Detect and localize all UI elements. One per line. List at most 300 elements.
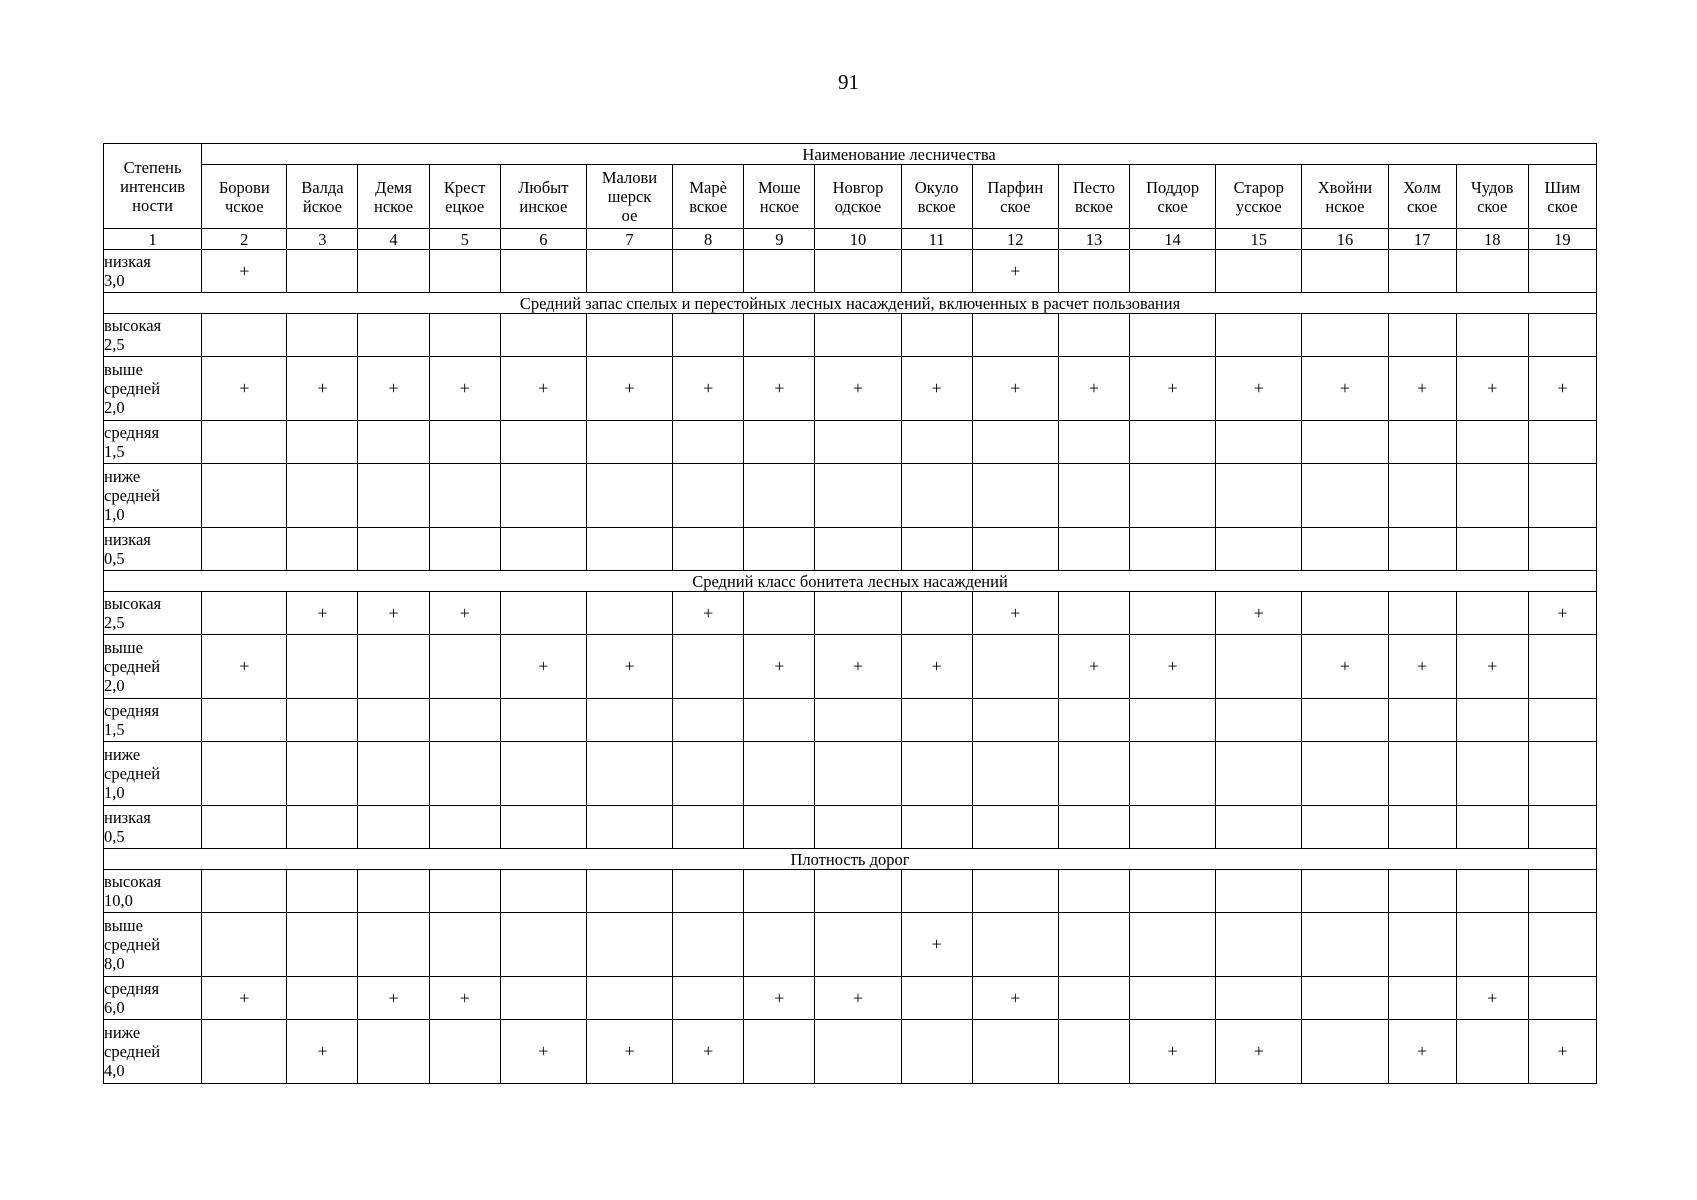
empty-cell [673, 870, 744, 913]
text-line: нское [374, 196, 414, 216]
empty-cell [1456, 699, 1528, 742]
text-line: одское [834, 196, 882, 216]
empty-cell [1130, 421, 1216, 464]
forestry-name [358, 165, 429, 229]
section-title: Средний класс бонитета лесных насаждений [104, 571, 1597, 592]
empty-cell [358, 806, 429, 849]
empty-cell [287, 250, 358, 293]
text-line: инское [519, 196, 568, 216]
plus-mark: + [1130, 357, 1216, 421]
column-number: 7 [586, 229, 672, 250]
table-row [104, 250, 1597, 293]
empty-cell [815, 528, 901, 571]
text-line: Крест [443, 177, 486, 197]
empty-cell [1058, 1020, 1129, 1084]
forestry-name [1456, 165, 1528, 229]
empty-cell [586, 464, 672, 528]
plus-mark: + [1302, 357, 1388, 421]
empty-cell [901, 806, 972, 849]
empty-cell [1528, 250, 1596, 293]
empty-cell [429, 806, 500, 849]
empty-cell [202, 1020, 287, 1084]
forestry-name [1058, 165, 1129, 229]
empty-cell [429, 528, 500, 571]
empty-cell [744, 870, 815, 913]
empty-cell [500, 806, 586, 849]
empty-cell [287, 464, 358, 528]
text-line: вское [689, 196, 728, 216]
empty-cell [287, 421, 358, 464]
empty-cell [586, 806, 672, 849]
text-line: 0,5 [104, 827, 125, 846]
text-line: 2,0 [104, 676, 125, 695]
plus-mark: + [1216, 1020, 1302, 1084]
intensity-label [104, 592, 202, 635]
empty-cell [972, 870, 1058, 913]
empty-cell [901, 464, 972, 528]
empty-cell [673, 699, 744, 742]
empty-cell [1528, 635, 1596, 699]
empty-cell [673, 528, 744, 571]
text-line: средняя [104, 979, 160, 998]
text-line: Старор [1233, 177, 1284, 197]
text-line: нское [1325, 196, 1365, 216]
intensity-label [104, 314, 202, 357]
forestry-name [1388, 165, 1456, 229]
table-row [104, 977, 1597, 1020]
empty-cell [815, 870, 901, 913]
empty-cell [673, 806, 744, 849]
empty-cell [1058, 250, 1129, 293]
table-row [104, 357, 1597, 421]
column-number: 19 [1528, 229, 1596, 250]
intensity-label [104, 250, 202, 293]
empty-cell [1388, 592, 1456, 635]
text-line: ское [1406, 196, 1438, 216]
empty-cell [1388, 421, 1456, 464]
plus-mark: + [972, 250, 1058, 293]
empty-cell [815, 421, 901, 464]
empty-cell [1456, 742, 1528, 806]
empty-cell [972, 464, 1058, 528]
plus-mark: + [1528, 592, 1596, 635]
text-line: Новгор [832, 177, 884, 197]
forestry-name [1528, 165, 1596, 229]
text-line: выше [104, 916, 143, 935]
empty-cell [815, 592, 901, 635]
plus-mark: + [287, 1020, 358, 1084]
plus-mark: + [202, 250, 287, 293]
empty-cell [358, 250, 429, 293]
column-number: 1 [104, 229, 202, 250]
text-line: Хвойни [1317, 177, 1373, 197]
empty-cell [673, 913, 744, 977]
empty-cell [287, 528, 358, 571]
text-line: Моше [758, 177, 801, 197]
intensity-label [104, 913, 202, 977]
empty-cell [673, 421, 744, 464]
empty-cell [1302, 699, 1388, 742]
empty-cell [1456, 913, 1528, 977]
empty-cell [586, 977, 672, 1020]
empty-cell [287, 314, 358, 357]
forestry-name [673, 165, 744, 229]
plus-mark: + [972, 592, 1058, 635]
intensity-label [104, 742, 202, 806]
plus-mark: + [202, 357, 287, 421]
plus-mark: + [901, 357, 972, 421]
text-line: 0,5 [104, 549, 125, 568]
empty-cell [202, 314, 287, 357]
text-line: Марѐ [689, 177, 727, 197]
plus-mark: + [1388, 1020, 1456, 1084]
empty-cell [358, 742, 429, 806]
intensity-label [104, 464, 202, 528]
plus-mark: + [1456, 357, 1528, 421]
empty-cell [744, 806, 815, 849]
empty-cell [500, 250, 586, 293]
empty-cell [1388, 913, 1456, 977]
text-line: 2,0 [104, 398, 125, 417]
empty-cell [744, 742, 815, 806]
text-line: низкая [104, 808, 151, 827]
forestry-name [901, 165, 972, 229]
empty-cell [673, 742, 744, 806]
empty-cell [815, 806, 901, 849]
empty-cell [1216, 977, 1302, 1020]
text-line: Песто [1072, 177, 1116, 197]
empty-cell [429, 635, 500, 699]
text-line: йское [302, 196, 342, 216]
empty-cell [1216, 806, 1302, 849]
intensity-label [104, 977, 202, 1020]
empty-cell [358, 699, 429, 742]
column-numbers-row [104, 229, 1597, 250]
table-row [104, 699, 1597, 742]
plus-mark: + [586, 635, 672, 699]
empty-cell [901, 421, 972, 464]
section-caption-row [104, 571, 1597, 592]
empty-cell [1456, 421, 1528, 464]
empty-cell [202, 528, 287, 571]
plus-mark: + [500, 635, 586, 699]
empty-cell [1456, 1020, 1528, 1084]
empty-cell [815, 314, 901, 357]
text-line: ности [132, 195, 174, 215]
plus-mark: + [815, 357, 901, 421]
plus-mark: + [1058, 635, 1129, 699]
column-number: 11 [901, 229, 972, 250]
text-line: Холм [1403, 177, 1441, 197]
text-line: ое [621, 206, 638, 225]
text-line: высокая [104, 872, 162, 891]
plus-mark: + [1528, 357, 1596, 421]
plus-mark: + [1388, 635, 1456, 699]
forestry-name [972, 165, 1058, 229]
text-line: выше [104, 638, 143, 657]
empty-cell [429, 870, 500, 913]
empty-cell [287, 806, 358, 849]
text-line: высокая [104, 316, 162, 335]
empty-cell [744, 421, 815, 464]
plus-mark: + [901, 913, 972, 977]
empty-cell [744, 250, 815, 293]
table-row [104, 1020, 1597, 1084]
empty-cell [1216, 250, 1302, 293]
forestry-group-title: Наименование лесничества [202, 144, 1597, 165]
text-line: вское [1074, 196, 1113, 216]
table-row [104, 464, 1597, 528]
empty-cell [1216, 742, 1302, 806]
text-line: Демя [375, 177, 412, 197]
empty-cell [901, 528, 972, 571]
empty-cell [972, 1020, 1058, 1084]
empty-cell [1528, 977, 1596, 1020]
text-line: 1,0 [104, 505, 125, 524]
text-line: средней [104, 379, 161, 398]
plus-mark: + [1130, 1020, 1216, 1084]
forestry-name [429, 165, 500, 229]
empty-cell [1058, 977, 1129, 1020]
intensity-header [104, 144, 202, 229]
empty-cell [202, 592, 287, 635]
text-line: Малови [601, 168, 658, 187]
empty-cell [1528, 421, 1596, 464]
text-line: 2,5 [104, 613, 125, 632]
column-number: 2 [202, 229, 287, 250]
table-row [104, 870, 1597, 913]
text-line: Чудов [1471, 177, 1514, 197]
text-line: 10,0 [104, 891, 133, 910]
plus-mark: + [673, 592, 744, 635]
plus-mark: + [673, 1020, 744, 1084]
empty-cell [1388, 528, 1456, 571]
empty-cell [202, 806, 287, 849]
empty-cell [901, 977, 972, 1020]
table-row [104, 528, 1597, 571]
column-number: 9 [744, 229, 815, 250]
empty-cell [586, 250, 672, 293]
empty-cell [815, 913, 901, 977]
empty-cell [1216, 528, 1302, 571]
empty-cell [1216, 464, 1302, 528]
section-title: Плотность дорог [104, 849, 1597, 870]
empty-cell [1058, 464, 1129, 528]
empty-cell [586, 870, 672, 913]
plus-mark: + [1058, 357, 1129, 421]
empty-cell [1058, 870, 1129, 913]
text-line: средней [104, 486, 161, 505]
text-line: Борови [218, 177, 270, 197]
intensity-label [104, 421, 202, 464]
plus-mark: + [901, 635, 972, 699]
plus-mark: + [429, 357, 500, 421]
empty-cell [1130, 699, 1216, 742]
column-number: 4 [358, 229, 429, 250]
empty-cell [1302, 421, 1388, 464]
empty-cell [815, 464, 901, 528]
text-line: 4,0 [104, 1061, 125, 1080]
empty-cell [1388, 699, 1456, 742]
empty-cell [1302, 528, 1388, 571]
table-row [104, 592, 1597, 635]
empty-cell [972, 635, 1058, 699]
empty-cell [1216, 314, 1302, 357]
column-number: 16 [1302, 229, 1388, 250]
text-line: Окуло [914, 177, 959, 197]
empty-cell [429, 314, 500, 357]
section-caption-row [104, 293, 1597, 314]
empty-cell [972, 699, 1058, 742]
empty-cell [815, 742, 901, 806]
empty-cell [1456, 528, 1528, 571]
empty-cell [202, 742, 287, 806]
empty-cell [901, 592, 972, 635]
empty-cell [1528, 913, 1596, 977]
empty-cell [586, 742, 672, 806]
text-line: Шим [1544, 177, 1581, 197]
empty-cell [1388, 742, 1456, 806]
empty-cell [1302, 1020, 1388, 1084]
plus-mark: + [1388, 357, 1456, 421]
text-line: 1,5 [104, 442, 125, 461]
page-number: 91 [838, 70, 859, 94]
column-number: 17 [1388, 229, 1456, 250]
text-line: ское [1477, 196, 1508, 216]
text-line: низкая [104, 252, 151, 271]
empty-cell [1058, 699, 1129, 742]
empty-cell [202, 870, 287, 913]
empty-cell [1130, 742, 1216, 806]
plus-mark: + [586, 1020, 672, 1084]
text-line: высокая [104, 594, 162, 613]
empty-cell [744, 464, 815, 528]
text-line: усское [1235, 196, 1282, 216]
table-row [104, 806, 1597, 849]
empty-cell [1388, 464, 1456, 528]
empty-cell [1388, 314, 1456, 357]
plus-mark: + [287, 592, 358, 635]
empty-cell [815, 699, 901, 742]
empty-cell [1130, 314, 1216, 357]
intensity-label [104, 528, 202, 571]
empty-cell [1130, 250, 1216, 293]
empty-cell [429, 913, 500, 977]
text-line: Поддор [1146, 177, 1200, 197]
column-number: 12 [972, 229, 1058, 250]
text-line: ниже [104, 467, 141, 486]
text-line: 1,0 [104, 783, 125, 802]
table-row [104, 913, 1597, 977]
empty-cell [202, 464, 287, 528]
empty-cell [1528, 699, 1596, 742]
forestry-name [202, 165, 287, 229]
empty-cell [287, 699, 358, 742]
plus-mark: + [815, 635, 901, 699]
column-number: 14 [1130, 229, 1216, 250]
empty-cell [1388, 977, 1456, 1020]
empty-cell [429, 699, 500, 742]
plus-mark: + [429, 977, 500, 1020]
empty-cell [1528, 464, 1596, 528]
column-number: 15 [1216, 229, 1302, 250]
forestry-name [1302, 165, 1388, 229]
intensity-label [104, 635, 202, 699]
plus-mark: + [972, 357, 1058, 421]
plus-mark: + [1456, 977, 1528, 1020]
plus-mark: + [202, 635, 287, 699]
plus-mark: + [1130, 635, 1216, 699]
empty-cell [673, 250, 744, 293]
text-line: выше [104, 360, 143, 379]
empty-cell [500, 314, 586, 357]
forestry-name [1216, 165, 1302, 229]
empty-cell [358, 464, 429, 528]
empty-cell [673, 635, 744, 699]
empty-cell [1302, 592, 1388, 635]
text-line: Любыт [518, 177, 569, 197]
plus-mark: + [586, 357, 672, 421]
empty-cell [744, 913, 815, 977]
text-line: низкая [104, 530, 151, 549]
plus-mark: + [1216, 592, 1302, 635]
text-line: ецкое [445, 196, 485, 216]
empty-cell [1456, 806, 1528, 849]
plus-mark: + [972, 977, 1058, 1020]
intensity-label [104, 806, 202, 849]
empty-cell [202, 913, 287, 977]
empty-cell [1388, 250, 1456, 293]
empty-cell [429, 464, 500, 528]
column-names-row [104, 165, 1597, 229]
plus-mark: + [202, 977, 287, 1020]
empty-cell [1388, 870, 1456, 913]
column-number: 18 [1456, 229, 1528, 250]
empty-cell [815, 250, 901, 293]
empty-cell [500, 592, 586, 635]
empty-cell [1456, 250, 1528, 293]
empty-cell [586, 913, 672, 977]
empty-cell [1456, 592, 1528, 635]
empty-cell [500, 699, 586, 742]
empty-cell [673, 464, 744, 528]
column-number: 6 [500, 229, 586, 250]
empty-cell [287, 635, 358, 699]
empty-cell [1216, 870, 1302, 913]
text-line: Парфин [987, 177, 1044, 197]
empty-cell [1302, 314, 1388, 357]
empty-cell [744, 314, 815, 357]
column-number: 8 [673, 229, 744, 250]
empty-cell [744, 699, 815, 742]
table-row [104, 635, 1597, 699]
intensity-label [104, 357, 202, 421]
empty-cell [586, 528, 672, 571]
text-line: 3,0 [104, 271, 125, 290]
empty-cell [901, 1020, 972, 1084]
forestry-name [1130, 165, 1216, 229]
empty-cell [1216, 635, 1302, 699]
empty-cell [1130, 870, 1216, 913]
empty-cell [202, 699, 287, 742]
empty-cell [1302, 250, 1388, 293]
empty-cell [1456, 464, 1528, 528]
empty-cell [1130, 592, 1216, 635]
empty-cell [287, 913, 358, 977]
empty-cell [744, 592, 815, 635]
plus-mark: + [358, 592, 429, 635]
column-number: 13 [1058, 229, 1129, 250]
